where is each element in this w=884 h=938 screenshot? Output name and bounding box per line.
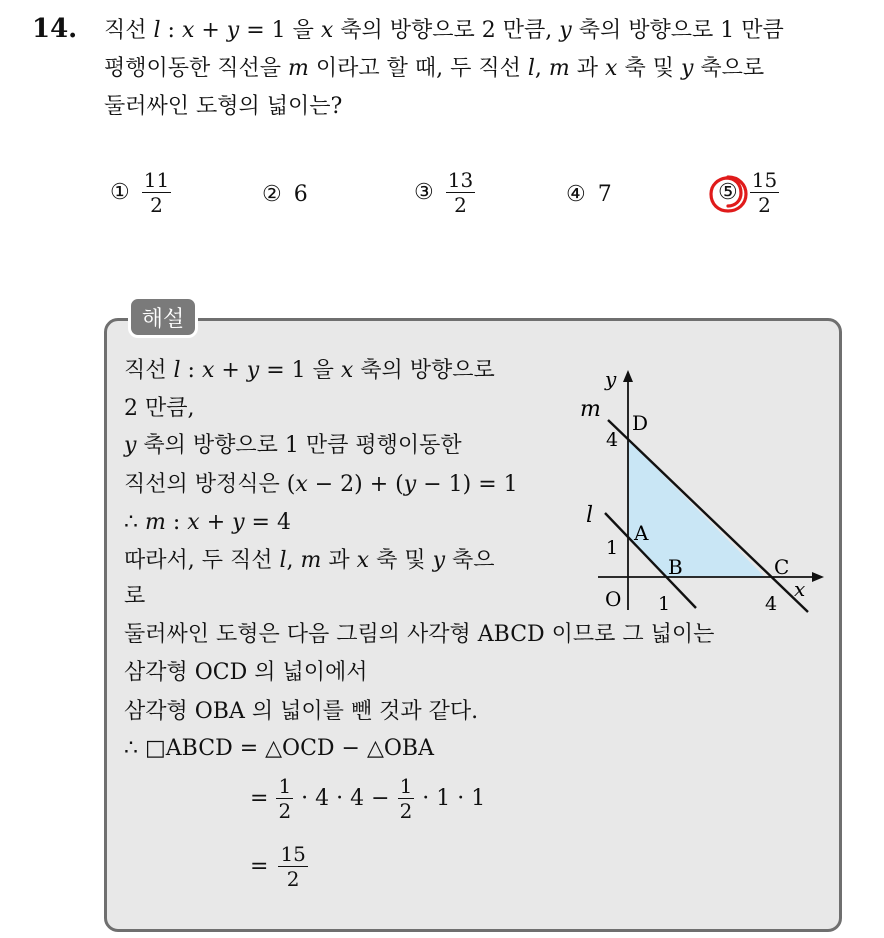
solution-line-6: 따라서, 두 직선 l, m 과 x 축 및 y 축으 — [124, 548, 495, 573]
choice-5-fraction: $\frac{15}{2}$ — [751, 168, 778, 217]
tick-y1-label: 1 — [606, 537, 619, 559]
y-axis-arrow — [623, 370, 633, 382]
origin-label: O — [605, 587, 622, 611]
point-a-label: A — [634, 521, 649, 545]
question-line-2: 평행이동한 직선을 m 이라고 할 때, 두 직선 l, m 과 x 축 및 y 축으로 — [104, 56, 765, 81]
choice-1[interactable]: ① $\frac{11}{2}$ — [110, 168, 170, 217]
solution-line-8: 둘러싸인 도형은 다음 그림의 사각형 ABCD 이므로 그 넓이는 — [124, 622, 715, 647]
question-number: 14. — [32, 14, 78, 44]
eq3-fraction: $\frac{15}{2}$ — [280, 842, 306, 891]
point-c-label: C — [774, 555, 790, 579]
axis-x-label: x — [794, 577, 806, 601]
solution-line-10: 삼각형 OBA 의 넓이를 뺀 것과 같다. — [124, 699, 479, 724]
point-b-label: B — [668, 555, 683, 579]
choice-2[interactable]: ② 6 — [262, 182, 308, 207]
solution-equation-3: = $\frac{15}{2}$ — [250, 842, 306, 891]
axis-y-label: y — [605, 367, 617, 391]
solution-line-9: 삼각형 OCD 의 넓이에서 — [124, 660, 368, 685]
solution-line-5: ∴ m : x + y = 4 — [124, 510, 291, 535]
tick-y4-label: 4 — [606, 429, 619, 451]
line-m-label: m — [580, 397, 601, 422]
tick-x4-label: 4 — [765, 593, 778, 615]
solution-line-4: 직선의 방정식은 (x − 2) + (y − 1) = 1 — [124, 472, 518, 497]
coordinate-graph — [572, 360, 834, 624]
choice-3[interactable]: ③ $\frac{13}{2}$ — [414, 168, 474, 217]
eq2-fraction-1: $\frac{1}{2}$ — [278, 774, 292, 823]
question-line-3: 둘러싸인 도형의 넓이는? — [104, 94, 343, 119]
x-axis-arrow — [812, 572, 824, 582]
solution-equation-1: ∴ □ABCD = △OCD − △OBA — [124, 736, 434, 761]
choice-4[interactable]: ④ 7 — [566, 182, 612, 207]
question-line-1: 직선 l : x + y = 1 을 x 축의 방향으로 2 만큼, y 축의 방향으로 1 만큼 — [104, 18, 784, 43]
solution-line-3: y 축의 방향으로 1 만큼 평행이동한 — [124, 433, 462, 458]
answer-mark-icon — [706, 172, 750, 216]
solution-tab: 해설 — [128, 296, 198, 338]
choice-5[interactable]: ⑤ $\frac{15}{2}$ — [718, 168, 778, 217]
choice-1-fraction: $\frac{11}{2}$ — [143, 168, 170, 217]
tick-x1-label: 1 — [658, 593, 671, 615]
solution-line-7: 로 — [124, 584, 146, 609]
line-l-label: l — [586, 503, 594, 528]
solution-line-1: 직선 l : x + y = 1 을 x 축의 방향으로 — [124, 358, 495, 383]
choice-3-fraction: $\frac{13}{2}$ — [447, 168, 474, 217]
point-d-label: D — [632, 411, 649, 435]
solution-line-2: 2 만큼, — [124, 396, 195, 421]
eq2-fraction-2: $\frac{1}{2}$ — [399, 774, 413, 823]
solution-equation-2: = $\frac{1}{2}$ · 4 · 4 − $\frac{1}{2}$ · 1 · 1 — [250, 774, 486, 823]
